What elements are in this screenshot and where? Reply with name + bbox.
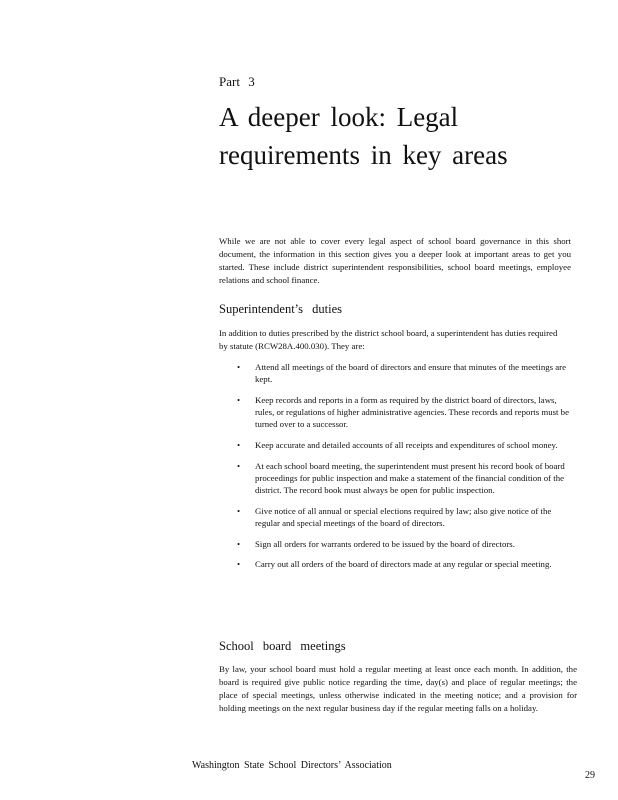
page-number: 29	[585, 770, 595, 781]
footer-text: Washington State School Directors’ Association	[192, 760, 392, 771]
list-item	[237, 394, 577, 431]
title-line-1: A deeper look: Legal	[219, 102, 459, 132]
superintendent-lead: In addition to duties prescribed by the district school board, a superintendent has duties required by statute (RCW28A.400.030). They are:	[219, 328, 558, 351]
list-item-text: At each school board meeting, the superintendent must present his record book of board proceedings for public inspection and make a statement of the financial condition of the district. The record book must always be open for public inspection.	[255, 460, 565, 496]
list-item-text: Keep records and reports in a form as required by the district board of directors, laws, rules, or regulations of higher administrative agencies. These records and reports must be turned over to a successor.	[255, 394, 569, 430]
bullet-icon: •	[237, 505, 241, 516]
list-item-text: Keep accurate and detailed accounts of all receipts and expenditures of school money.	[255, 440, 558, 451]
bullet-icon: •	[237, 559, 241, 570]
bullet-icon: •	[237, 538, 241, 549]
bullet-icon: •	[237, 440, 241, 451]
list-item-text: Carry out all orders of the board of directors made at any regular or special meeting.	[255, 559, 552, 570]
list-item	[237, 505, 577, 530]
part-label: Part 3	[219, 74, 255, 89]
list-item-text: Give notice of all annual or special elections required by law; also give notice of the regular and special meetings of the board of directors.	[255, 505, 552, 529]
list-item	[237, 361, 577, 386]
list-item	[237, 439, 577, 451]
list-item-text: Attend all meetings of the board of directors and ensure that minutes of the meetings are kept.	[255, 362, 566, 385]
superintendent-heading: Superintendent’s duties	[219, 302, 342, 316]
bullet-icon: •	[237, 362, 241, 372]
list-item	[237, 538, 577, 550]
duties-list	[237, 361, 577, 579]
title-line-2: requirements in key areas	[219, 140, 508, 170]
list-item	[237, 558, 577, 570]
page-title	[219, 98, 508, 174]
bullet-icon: •	[237, 460, 241, 471]
meetings-heading: School board meetings	[219, 639, 346, 653]
intro-paragraph: While we are not able to cover every legal aspect of school board governance in this short document, the information in this section gives you a deeper look at important areas to get you started. These include district superintendent responsibilities, school board meetings, employee relations and school finance.	[219, 236, 571, 285]
bullet-icon: •	[237, 394, 241, 405]
list-item-text: Sign all orders for warrants ordered to be issued by the board of directors.	[255, 538, 515, 549]
meetings-paragraph: By law, your school board must hold a regular meeting at least once each month. In addition, the board is required give public notice regarding the time, day(s) and place of regular meetings; the place of special meetings, unless otherwise indicated in the meeting notice; and a provision for holding meetings on the next regular business day if the regular meeting falls on a holiday.	[219, 664, 577, 713]
list-item	[237, 460, 577, 497]
